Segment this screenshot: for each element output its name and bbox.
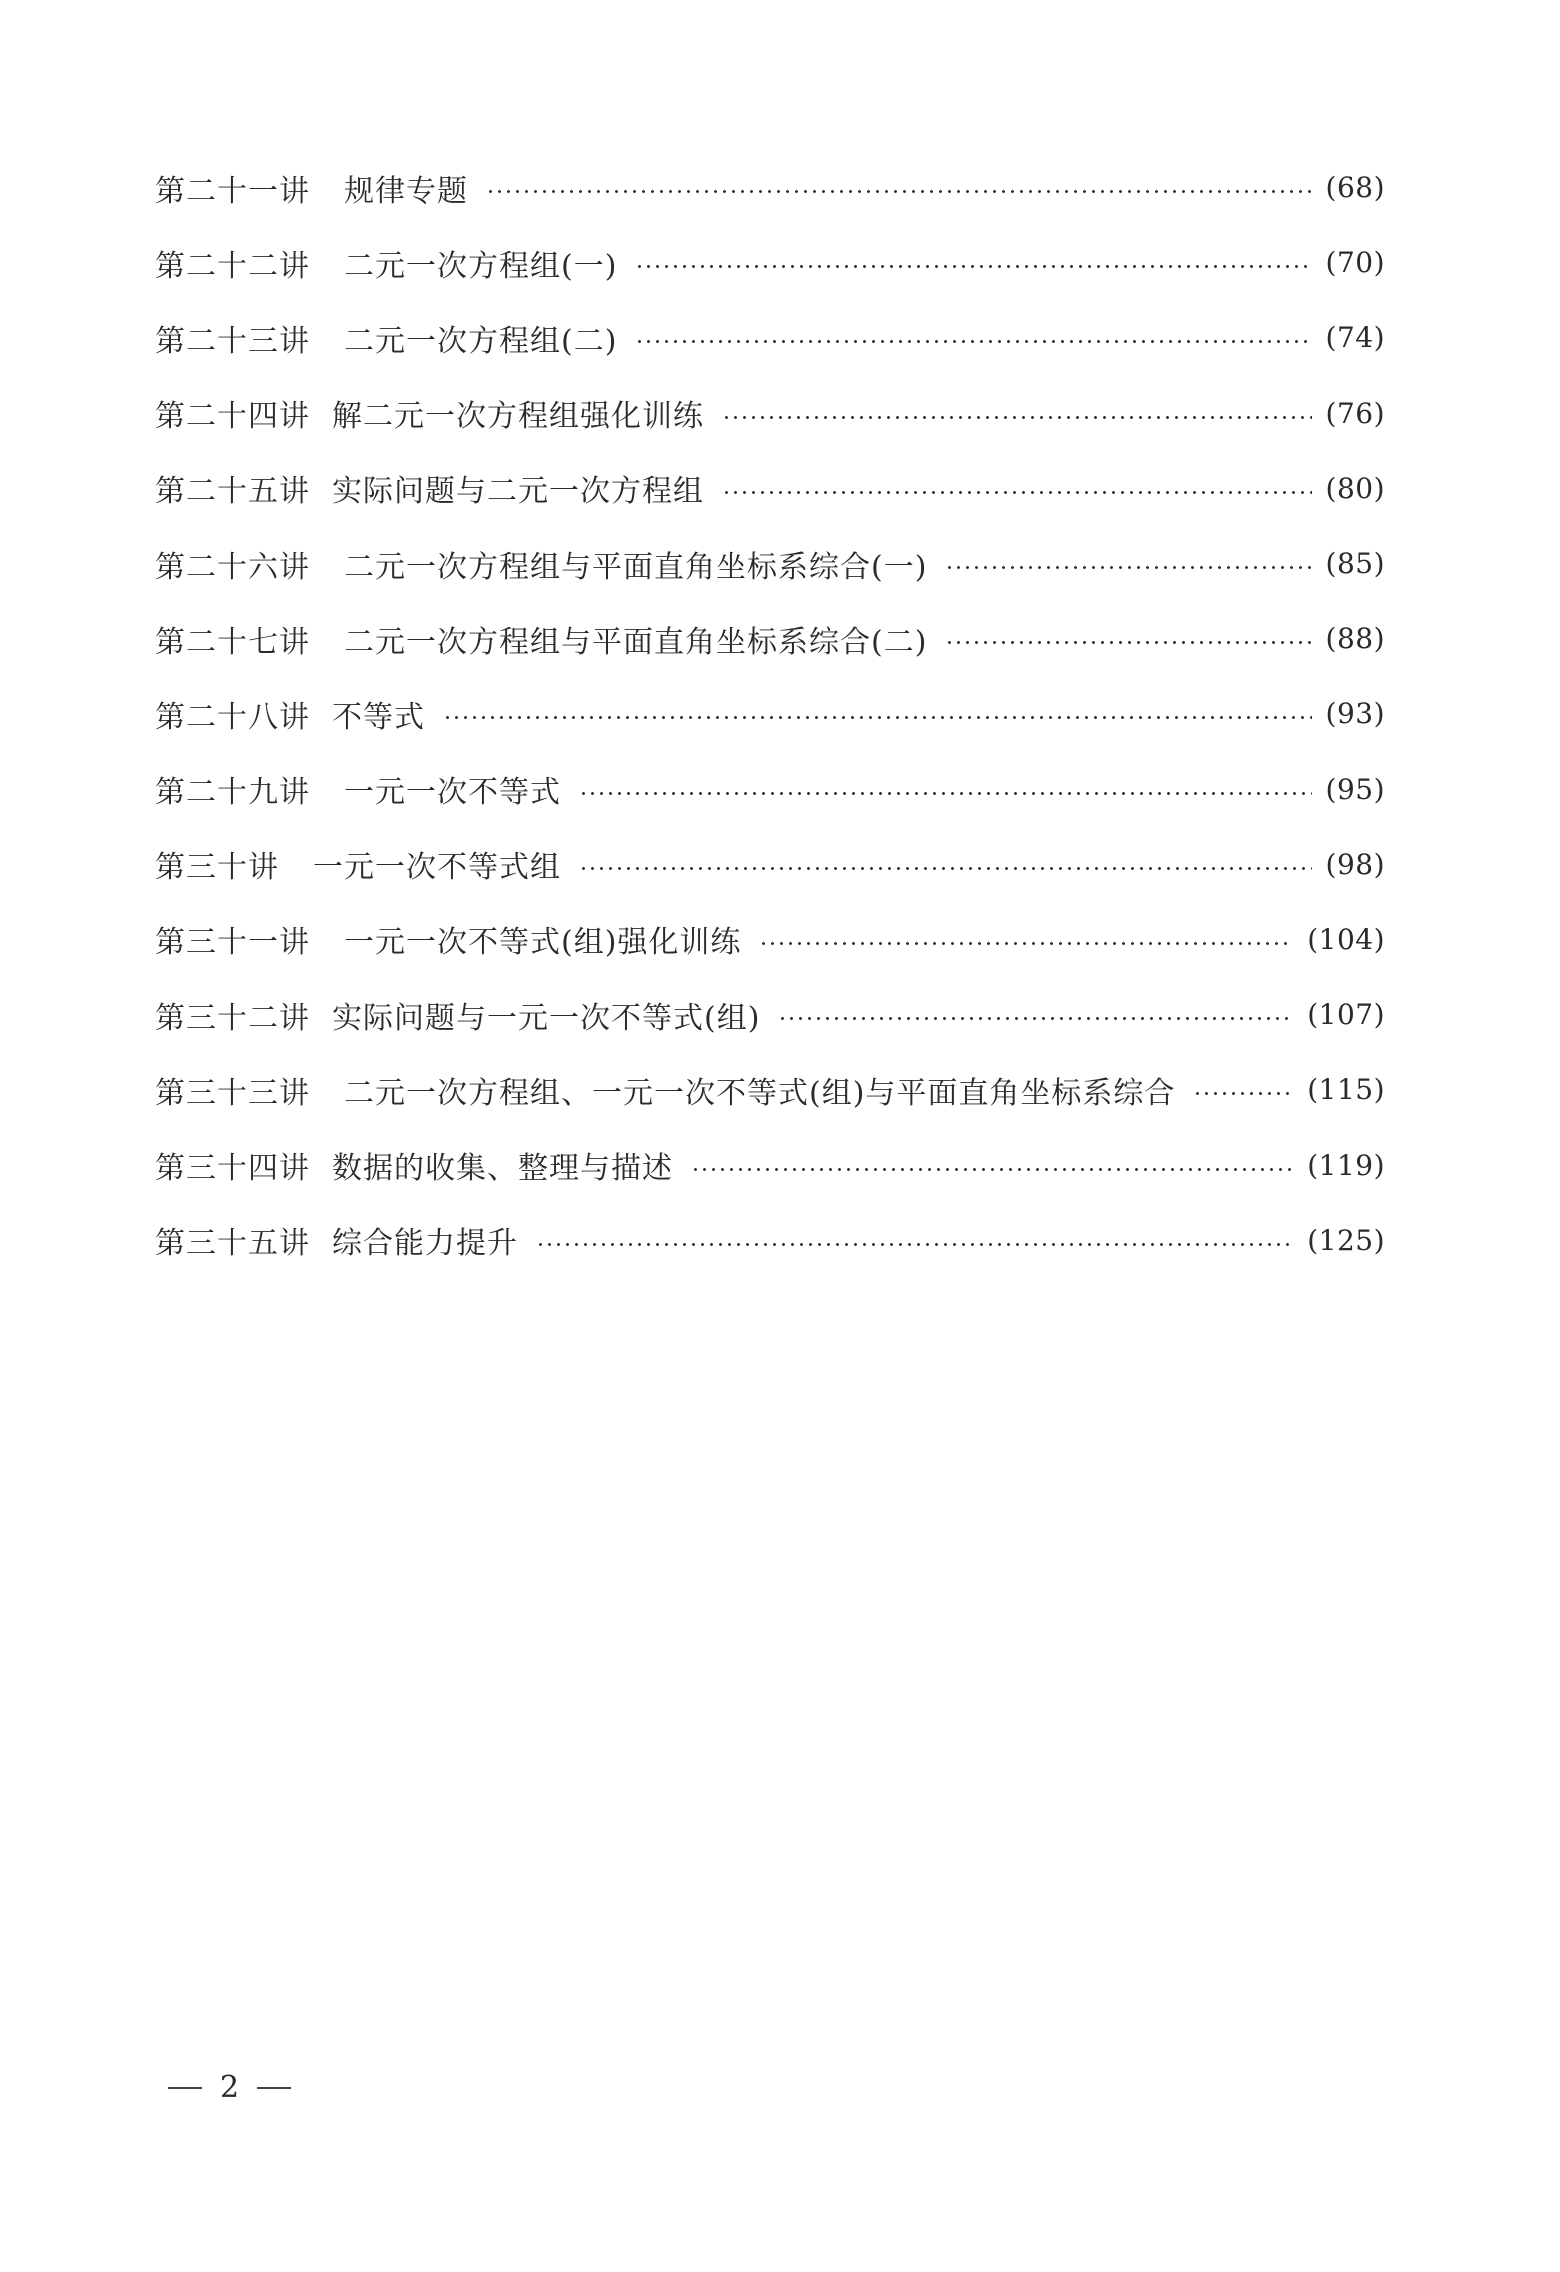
lecture-title: 实际问题与一元一次不等式(组)	[332, 1000, 761, 1036]
page-reference: (95)	[1325, 772, 1385, 806]
page-footer	[168, 2070, 291, 2105]
page-reference: (98)	[1325, 847, 1385, 881]
page-reference: (76)	[1325, 396, 1385, 430]
lecture-number: 第三十三讲	[155, 1075, 310, 1111]
lecture-title: 二元一次方程组(一)	[344, 248, 618, 284]
dot-leader	[579, 792, 1312, 795]
toc-entry-23[interactable]	[155, 300, 1385, 375]
lecture-number: 第三十四讲	[155, 1151, 310, 1187]
dot-leader	[759, 942, 1293, 945]
lecture-title: 一元一次不等式组	[313, 850, 561, 886]
page-reference: (119)	[1307, 1148, 1385, 1182]
toc-entry-32[interactable]	[155, 977, 1385, 1052]
toc-entry-33[interactable]	[155, 1052, 1385, 1127]
lecture-number: 第二十七讲	[155, 624, 310, 660]
lecture-title: 综合能力提升	[332, 1226, 518, 1262]
lecture-number: 第三十讲	[155, 850, 279, 886]
lecture-number: 第二十九讲	[155, 775, 310, 811]
page-reference: (68)	[1325, 171, 1385, 205]
toc-entry-22[interactable]	[155, 225, 1385, 300]
dot-leader	[486, 190, 1312, 193]
lecture-title: 实际问题与二元一次方程组	[332, 474, 704, 510]
toc-entry-24[interactable]	[155, 376, 1385, 451]
toc-entry-27[interactable]	[155, 601, 1385, 676]
toc-entry-34[interactable]	[155, 1127, 1385, 1202]
lecture-number: 第二十六讲	[155, 549, 310, 585]
lecture-title: 规律专题	[344, 173, 468, 209]
dot-leader	[945, 641, 1311, 644]
footer-dash-right	[257, 2087, 291, 2089]
lecture-title: 解二元一次方程组强化训练	[332, 399, 704, 435]
toc-entry-35[interactable]	[155, 1203, 1385, 1278]
toc-entry-26[interactable]	[155, 526, 1385, 601]
lecture-number: 第二十二讲	[155, 248, 310, 284]
lecture-title: 一元一次不等式	[344, 775, 561, 811]
toc-entry-28[interactable]	[155, 676, 1385, 751]
dot-leader	[778, 1017, 1293, 1020]
dot-leader	[722, 416, 1312, 419]
lecture-number: 第二十五讲	[155, 474, 310, 510]
page-reference: (104)	[1307, 922, 1385, 956]
toc-entry-25[interactable]	[155, 451, 1385, 526]
dot-leader	[536, 1243, 1293, 1246]
page-reference: (80)	[1325, 471, 1385, 505]
dot-leader	[579, 867, 1312, 870]
page-reference: (85)	[1325, 547, 1385, 581]
page-reference: (125)	[1307, 1223, 1385, 1257]
toc-entry-31[interactable]	[155, 902, 1385, 977]
page-reference: (107)	[1307, 998, 1385, 1032]
page-reference: (115)	[1307, 1073, 1385, 1107]
lecture-title: 二元一次方程组、一元一次不等式(组)与平面直角坐标系综合	[344, 1075, 1176, 1111]
lecture-number: 第三十一讲	[155, 925, 310, 961]
page-reference: (88)	[1325, 622, 1385, 656]
dot-leader	[443, 716, 1312, 719]
page-reference: (93)	[1325, 697, 1385, 731]
toc-entry-21[interactable]	[155, 150, 1385, 225]
dot-leader	[691, 1168, 1293, 1171]
lecture-number: 第二十一讲	[155, 173, 310, 209]
toc-entry-29[interactable]	[155, 752, 1385, 827]
lecture-number: 第二十三讲	[155, 323, 310, 359]
lecture-number: 第三十五讲	[155, 1226, 310, 1262]
toc-entry-30[interactable]	[155, 827, 1385, 902]
footer-dash-left	[168, 2087, 202, 2089]
lecture-title: 不等式	[332, 699, 425, 735]
lecture-title: 二元一次方程组与平面直角坐标系综合(二)	[344, 624, 928, 660]
dot-leader	[635, 340, 1311, 343]
lecture-number: 第二十八讲	[155, 699, 310, 735]
dot-leader	[635, 265, 1311, 268]
lecture-number: 第二十四讲	[155, 399, 310, 435]
lecture-title: 数据的收集、整理与描述	[332, 1151, 673, 1187]
lecture-number: 第三十二讲	[155, 1000, 310, 1036]
page-reference: (74)	[1325, 321, 1385, 355]
page-reference: (70)	[1325, 246, 1385, 280]
page-number: 2	[220, 2070, 240, 2105]
dot-leader	[945, 566, 1311, 569]
lecture-title: 二元一次方程组与平面直角坐标系综合(一)	[344, 549, 928, 585]
lecture-title: 二元一次方程组(二)	[344, 323, 618, 359]
lecture-title: 一元一次不等式(组)强化训练	[344, 925, 742, 961]
dot-leader	[1193, 1092, 1293, 1095]
table-of-contents	[155, 150, 1385, 1278]
dot-leader	[722, 491, 1312, 494]
